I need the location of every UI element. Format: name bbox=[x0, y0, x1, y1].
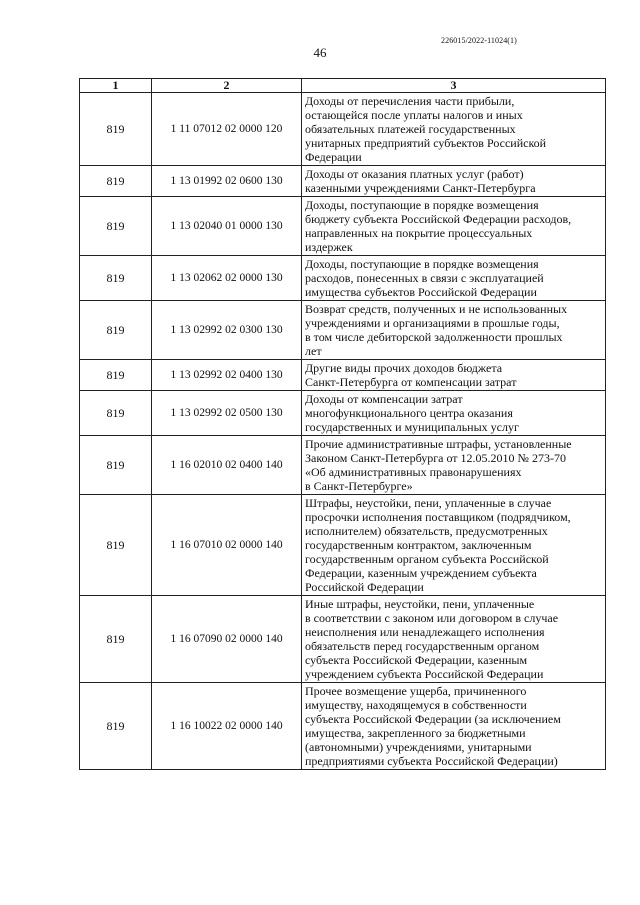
table-row bbox=[80, 436, 606, 495]
description-cell bbox=[302, 93, 606, 166]
column-header: 1 bbox=[80, 79, 152, 93]
page-number: 46 bbox=[313, 45, 327, 60]
description-line: государственным органом субъекта Российской bbox=[305, 552, 549, 566]
budget-code-cell: 1 11 07012 02 0000 120 bbox=[152, 93, 302, 166]
admin-code-cell: 819 bbox=[80, 360, 152, 391]
admin-code-cell: 819 bbox=[80, 166, 152, 197]
budget-code-cell: 1 13 02992 02 0400 130 bbox=[152, 360, 302, 391]
description-cell bbox=[302, 360, 606, 391]
description-line: Штрафы, неустойки, пени, уплаченные в случае bbox=[305, 496, 552, 510]
admin-code-cell: 819 bbox=[80, 197, 152, 256]
description-line: (автономными) учреждениями, унитарными bbox=[305, 740, 532, 754]
budget-code-cell: 1 13 01992 02 0600 130 bbox=[152, 166, 302, 197]
table-row bbox=[80, 301, 606, 360]
description-line: Законом Санкт-Петербурга от 12.05.2010 № 273-70 bbox=[305, 451, 566, 465]
admin-code-cell: 819 bbox=[80, 683, 152, 770]
description-line: исполнителем) обязательств, предусмотренных bbox=[305, 524, 548, 538]
budget-code-cell: 1 13 02040 01 0000 130 bbox=[152, 197, 302, 256]
budget-code-cell: 1 16 02010 02 0400 140 bbox=[152, 436, 302, 495]
budget-code-cell: 1 13 02062 02 0000 130 bbox=[152, 256, 302, 301]
description-line: Прочее возмещение ущерба, причиненного bbox=[305, 684, 527, 698]
description-line: субъекта Российской Федерации, казенным bbox=[305, 653, 528, 667]
description-cell bbox=[302, 166, 606, 197]
description-line: в соответствии с законом или договором в случае bbox=[305, 611, 559, 625]
description-line: Прочие административные штрафы, установленные bbox=[305, 437, 572, 451]
table-row bbox=[80, 495, 606, 596]
description-line: просрочки исполнения поставщиком (подрядчиком, bbox=[305, 510, 571, 524]
table-row bbox=[80, 93, 606, 166]
description-line: издержек bbox=[305, 240, 353, 254]
description-line: государственным контрактом, заключенным bbox=[305, 538, 532, 552]
description-line: Федерации bbox=[305, 150, 362, 164]
description-line: Доходы от оказания платных услуг (работ) bbox=[305, 167, 524, 181]
description-line: субъекта Российской Федерации (за исключением bbox=[305, 712, 561, 726]
budget-code-cell: 1 16 07010 02 0000 140 bbox=[152, 495, 302, 596]
description-line: обязательств перед государственным органом bbox=[305, 639, 540, 653]
admin-code-cell: 819 bbox=[80, 256, 152, 301]
description-line: «Об административных правонарушениях bbox=[305, 465, 522, 479]
description-line: многофункционального центра оказания bbox=[305, 406, 513, 420]
description-line: неисполнения или ненадлежащего исполнения bbox=[305, 625, 545, 639]
table-row bbox=[80, 596, 606, 683]
admin-code-cell: 819 bbox=[80, 436, 152, 495]
description-line: Возврат средств, полученных и не использованных bbox=[305, 302, 568, 316]
description-line: унитарных предприятий субъектов Российской bbox=[305, 136, 547, 150]
description-cell bbox=[302, 391, 606, 436]
description-line: Иные штрафы, неустойки, пени, уплаченные bbox=[305, 597, 535, 611]
description-line: Доходы, поступающие в порядке возмещения bbox=[305, 198, 539, 212]
description-line: Доходы от компенсации затрат bbox=[305, 392, 463, 406]
admin-code-cell: 819 bbox=[80, 596, 152, 683]
table-header-row bbox=[80, 79, 606, 93]
description-line: в том числе дебиторской задолженности прошлых bbox=[305, 330, 563, 344]
description-line: Другие виды прочих доходов бюджета bbox=[305, 361, 503, 375]
table-row bbox=[80, 197, 606, 256]
description-line: лет bbox=[305, 344, 322, 358]
description-line: остающейся после уплаты налогов и иных bbox=[305, 108, 523, 122]
admin-code-cell: 819 bbox=[80, 93, 152, 166]
revenue-codes-table bbox=[79, 78, 606, 770]
description-line: Федерации, казенным учреждением субъекта bbox=[305, 566, 537, 580]
description-line: Доходы, поступающие в порядке возмещения bbox=[305, 257, 539, 271]
description-line: Российской Федерации bbox=[305, 580, 424, 594]
admin-code-cell: 819 bbox=[80, 391, 152, 436]
description-cell bbox=[302, 197, 606, 256]
description-line: имущества, закрепленного за бюджетными bbox=[305, 726, 526, 740]
budget-code-cell: 1 13 02992 02 0300 130 bbox=[152, 301, 302, 360]
description-cell bbox=[302, 256, 606, 301]
description-line: обязательных платежей государственных bbox=[305, 122, 516, 136]
description-line: Доходы от перечисления части прибыли, bbox=[305, 94, 515, 108]
description-line: предприятиями субъекта Российской Федерации) bbox=[305, 754, 558, 768]
description-line: учреждениями и организациями в прошлые годы, bbox=[305, 316, 560, 330]
table-row bbox=[80, 256, 606, 301]
description-cell bbox=[302, 495, 606, 596]
description-cell bbox=[302, 436, 606, 495]
document-id: 226015/2022-11024(1) bbox=[441, 36, 517, 45]
description-line: в Санкт-Петербурге» bbox=[305, 479, 413, 493]
budget-code-cell: 1 16 07090 02 0000 140 bbox=[152, 596, 302, 683]
table-row bbox=[80, 360, 606, 391]
description-line: Санкт-Петербурга от компенсации затрат bbox=[305, 375, 517, 389]
table-row bbox=[80, 391, 606, 436]
description-line: учреждением субъекта Российской Федерации bbox=[305, 667, 544, 681]
table-row bbox=[80, 683, 606, 770]
description-line: государственных и муниципальных услуг bbox=[305, 420, 519, 434]
column-header: 3 bbox=[302, 79, 606, 93]
table-body bbox=[80, 93, 606, 770]
description-line: направленных на покрытие процессуальных bbox=[305, 226, 533, 240]
column-header: 2 bbox=[152, 79, 302, 93]
description-line: казенными учреждениями Санкт-Петербурга bbox=[305, 181, 536, 195]
description-cell bbox=[302, 596, 606, 683]
admin-code-cell: 819 bbox=[80, 301, 152, 360]
table-row bbox=[80, 166, 606, 197]
description-line: имущества субъектов Российской Федерации bbox=[305, 285, 537, 299]
description-line: имуществу, находящемуся в собственности bbox=[305, 698, 527, 712]
description-cell bbox=[302, 301, 606, 360]
budget-code-cell: 1 13 02992 02 0500 130 bbox=[152, 391, 302, 436]
description-cell bbox=[302, 683, 606, 770]
admin-code-cell: 819 bbox=[80, 495, 152, 596]
budget-code-cell: 1 16 10022 02 0000 140 bbox=[152, 683, 302, 770]
description-line: расходов, понесенных в связи с эксплуатацией bbox=[305, 271, 544, 285]
description-line: бюджету субъекта Российской Федерации расходов, bbox=[305, 212, 572, 226]
